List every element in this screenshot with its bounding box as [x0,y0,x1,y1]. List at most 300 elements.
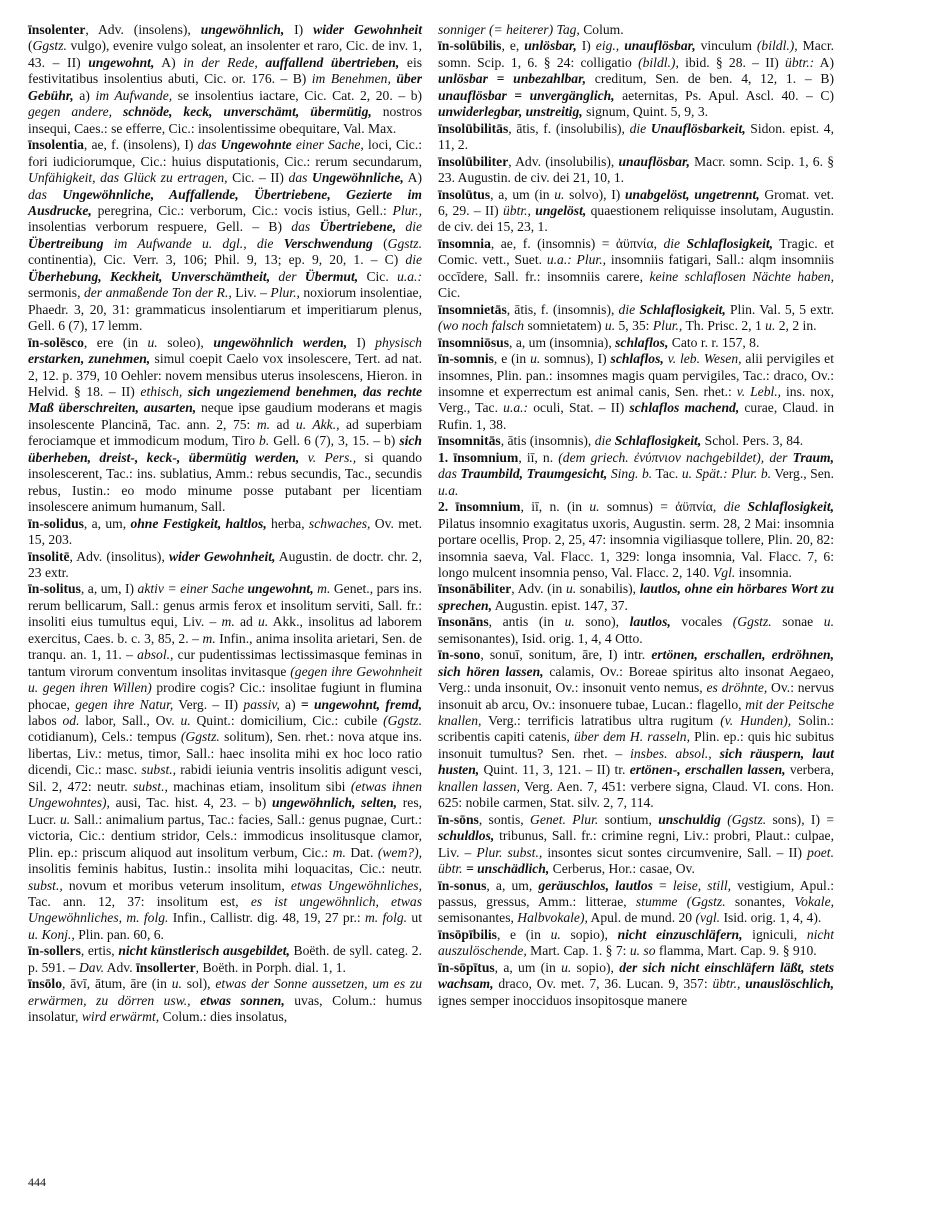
entry-text: (v. Hunden), [720,713,792,729]
translation: schlaflos, [610,351,664,367]
entry-text: , ātis, f. (insolubilis), [508,120,630,136]
translation: Traumbild, Traumgesicht, [460,466,608,482]
headword: īn-sonus [438,877,487,893]
entry-text: Genet. Plur. [530,811,599,827]
entry-text: (bildl.), [756,38,798,54]
entry-text: , ere (in [83,334,148,350]
dictionary-entry [438,927,834,960]
entry-text: a) [279,696,301,712]
entry-text: u. [823,614,834,630]
entry-text: (wem?), [377,844,422,860]
entry-text: insolentias verborum respuere, Gell. – B) [28,219,292,235]
entry-text: die [663,235,681,251]
entry-text: stumme (Ggstz. [635,894,726,910]
entry-text: se insolentius iactare, Cic. Cat. 2, 20. – b) [172,87,423,103]
translation: Traum, [792,449,835,465]
entry-text: noxiorum insolentiae, Phaedr. 3, 20, 31: grammaticus insolentiarum et imperitiarum plenus, Gell. 6 (7), 17 lemm. [28,285,422,334]
entry-text: (Ggstz. [727,811,767,827]
entry-text: Sall.: animalium partus, Tac.: facies, Sall.: genus pugnae, Curt.: victoria, Cic.: dentium stridor, Cels.: immodicus insolitusque clamor, Plin. ep.: priscum aliquod aut insolitum verbum, Cic.: [28,811,422,860]
entry-text: im Benehmen, [311,71,391,87]
entry-text: Th. Prisc. 2, 1 [682,318,766,334]
entry-text: , e (in [493,351,531,367]
headword: īnsomnietās [438,301,507,317]
entry-text: gegen ihre Natur, [75,696,174,712]
entry-text: (bildl.), [638,54,679,70]
entry-text: v. Lebl., [736,383,782,399]
entry-text: , iī, n. (in [520,499,590,515]
entry-text: , ae, f. (insomnis) = ἀϋπνία, [490,235,664,251]
translation: schlaflos machend, [629,400,740,416]
entry-text: ( [372,235,388,251]
dictionary-entry [438,614,834,647]
entry-text: u. Spät.: Plur. b. [681,466,772,482]
entry-text: Verg. Aen. 7, 451: verbere signa, Claud. VI. cons. Hon. 625: nobile carmen, Stat. silv. 2, 7, 114. [438,778,834,811]
entry-text: über dem H. rasseln, [573,729,690,745]
entry-text: Pilatus insomnio exagitatus uxoris, Augustin. serm. 28, 2 Mai: insomnia portare ocellis, Prop. 2, 25, 47: insomnia vigiliasque tollere, Plin. 20, 82: insomnia saeva, Val. Flacc. 1, 329: longa insomnia, Val. Flacc. 7, 6: longo mulcent insomnia penso, Val. Flacc. 2, 140. [438,515,834,580]
dictionary-entry [438,38,834,120]
entry-text: mit der Peitsche knallen, [438,696,834,729]
translation: Übertriebene, [319,219,397,235]
dictionary-entry [28,516,422,549]
entry-text: es dröhnte, [706,680,768,696]
entry-text: m. folg. [364,910,408,926]
entry-text: u. Konj., [28,926,75,942]
translation: unauflösbar, [618,153,690,169]
entry-text: somnietatem) [524,318,605,334]
entry-text: novum et moribus veterum insolitum, [62,877,291,893]
entry-text: 5, 35: [615,318,653,334]
entry-text: Vokale, [794,894,835,910]
entry-text: u. [180,713,191,729]
entry-text: knallen lassen, [438,778,520,794]
entry-text: ut [407,910,422,926]
entry-text: vestigium, Apul.: passus, gressus, Amm.: litterae, [438,877,834,910]
translation: sich räuspern, laut husten, [438,745,835,778]
entry-text [104,236,114,251]
translation: schuldlos, [438,828,495,844]
entry-text: I) [576,38,596,54]
page-number: 444 [28,1175,46,1189]
dictionary-entry [438,960,834,1009]
entry-text: v. Pers., [307,449,357,465]
entry-text: Tac. ann. 12, 37: insolitum est, [28,894,251,910]
headword: 2. īnsomnium [438,499,521,515]
headword: īnsollerter [136,959,196,975]
entry-text: ibid. § 28. – II) [678,54,786,70]
entry-text: u. Akk., [295,416,340,432]
translation: Übertreibung [28,235,104,251]
entry-text: Cic. [358,268,398,284]
translation: auffallend übertrieben, [265,54,400,70]
translation: Schlaflosigkeit, [747,499,834,515]
entry-text: Verg.: terrificis latratibus ultra rugitum [481,713,721,729]
entry-text: u.a.: [503,400,529,416]
entry-text: peregrina, Cic.: verborum, Cic.: vocis istius, Gell.: [91,202,393,218]
entry-text: ethisch, [140,383,183,399]
entry-text: m. [332,844,346,860]
translation: Ungewohnte [220,137,292,153]
entry-text: Plur. subst., [476,844,543,860]
entry-text [299,450,307,465]
entry-text: ( [28,38,33,54]
entry-text: , a, um (in [494,959,562,975]
entry-text: leise, still, [672,877,732,893]
translation: lautlos, ohne ein hörbares Wort zu sprechen, [438,581,835,613]
entry-text: insolitis feminis habitus, Iustin.: insolita mihi loquacitas, Cic.: neutr. [28,861,422,877]
translation: unwiderlegbar, unstreitig, [438,104,583,120]
entry-text: quaestionem reliquisse insolutam, Augustin. de civ. dei 15, 23, 1. [438,202,834,235]
entry-text: Genet., pars ins. rerum bellicarum, Sall.: genus armis ferox et insolitum serviti, Sall. fr.: insoliti eius tumultus equi, Liv. – [28,581,422,630]
entry-text: Cic. [438,285,461,301]
entry-text: signum, Quint. 5, 9, 3. [582,104,709,120]
entry-text: ad superbiam ferociamque et immodicum modum, Tiro [28,416,422,449]
entry-text: (Ggstz. [732,614,772,630]
entry-text: , sonuī, sonitum, āre, I) intr. [480,647,652,663]
entry-text: , ātis (insomnis), [500,433,595,449]
headword: īn-solitus [28,581,81,597]
entry-text: res, Lucr. [28,795,423,827]
entry-text [712,746,720,761]
headword: īnsomnitās [438,433,501,449]
entry-text: subst., [141,762,177,778]
entry-text: Liv. – [231,285,271,301]
entry-text: im Aufwande u. dgl., die [113,235,274,251]
entry-text: einer Sache, [295,137,364,153]
entry-text: Plur., [392,202,422,218]
entry-text: flamma, Mart. Cap. 9. § 910. [655,943,817,959]
entry-text: tribunus, Sall. fr.: crimine regni, Liv.: probri, Plaut.: culpae, Liv. – [438,828,834,860]
entry-text: sontium, [598,811,659,827]
entry-text: , a, um, I) [80,581,138,597]
entry-text: die [594,433,612,449]
entry-text: etwas der Sonne aussetzen, um es zu erwärmen, zu dörren usw., [28,976,422,1008]
dictionary-entry [438,187,834,236]
translation: nicht einzuschläfern, [617,926,743,942]
entry-text: sons), I) = [766,811,834,827]
entry-text [112,104,123,119]
entry-text: u. [765,318,776,334]
entry-text: loci, Cic.: fori iudiciorumque, Cic.: huius disputationis, Cic.: rerum secundarum, [28,137,422,169]
translation: wider Gewohnheit [313,22,422,37]
entry-text: (dem griech. ἐνύπνιον nachgebildet), der [558,449,788,465]
headword: īnsomniōsus [438,334,510,350]
entry-text: Solin.: scribentis capiti catenis, [438,713,835,745]
headword: īnsonāns [438,614,489,630]
headword: īnsolūbiliter [438,153,509,169]
translation: ungewohnt, [247,581,314,597]
entry-text: das [28,186,47,202]
entry-text: subst., [133,778,168,794]
entry-text: semisonantes, [438,910,518,926]
entry-text: Verg. – II) [173,696,244,712]
entry-text: Macr. somn. Scip. 1, 6. § 24: colligatio [438,38,834,70]
entry-text: ignes semper inocciduos insopitosque manere [438,992,688,1008]
entry-text: Dav. [78,959,105,975]
entry-text: somnus) = ἀϋπνία, [599,499,724,515]
entry-text: gegen andere, [28,104,113,120]
entry-text: , ertis, [80,943,119,959]
headword: īn-sollers [28,943,81,959]
dictionary-entry [438,499,834,581]
entry-text: Cato r. r. 157, 8. [668,334,760,350]
entry-text: u.a.: Plur., [546,252,607,268]
entry-text: sonantes, [725,894,795,910]
headword: īnsolūtus [438,186,491,202]
entry-text: sono), [574,614,630,630]
entry-text: u.a.: [397,268,422,284]
translation: Schlaflosigkeit, [639,301,726,317]
entry-text: absol., [137,647,174,663]
entry-text: Tragic. et Comic. vett., Suet. [438,235,834,268]
entry-text: , ae, f. (insolens), I) [83,137,198,153]
entry-text: eig., [595,38,620,54]
entry-text: Halbvokale), [517,910,588,926]
left-column [28,22,422,1026]
entry-text: curae, Claud. in Rufin. 1, 38. [438,400,835,432]
entry-text: Sing. b. [610,466,653,482]
dictionary-entry [438,154,834,187]
entry-text: Plur., [652,318,683,334]
dictionary-entry [438,433,834,449]
headword: īnsolentia [28,137,84,153]
entry-text: b. [259,433,270,449]
entry-text: ins. nox, Verg., Tac. [438,383,834,416]
entry-text: semisonantes), Isid. orig. 1, 4, 4 Otto. [438,630,643,646]
dictionary-entry [28,335,422,516]
entry-text: vulgo), evenire vulgo soleat, an insolenter et raro, Cic. de inv. 1, 43. – II) [28,38,422,70]
entry-text: od. [62,713,80,729]
entry-text: die [618,301,636,317]
entry-text: u. [589,499,600,515]
entry-text: poet. übtr. [438,844,834,877]
entry-text: simul coepit Caelo vox insolescere, Tert. ad nat. 2, 12. p. 379, 10 Oehler: novem mensibus uterus insolescens, Hieron. in Helvid. § 18. – II) [28,351,422,399]
entry-text: u. [554,186,565,202]
translation: Schlaflosigkeit, [614,433,702,449]
entry-text: Augustin. epist. 147, 37. [492,597,628,613]
dictionary-entry [438,878,834,927]
entry-text: nicht auszulöschende, [438,926,835,959]
entry-text: ausi, Tac. hist. 4, 23. – b) [109,795,272,811]
entry-text: insontes sicut sontes circumvenire, Sall. – II) [542,844,808,860]
entry-text: A) [814,54,834,70]
entry-text: solvo), I) [564,186,625,202]
entry-text: Ggstz. [387,235,422,251]
entry-text: v. leb. Wesen, [667,351,742,367]
entry-text: alii pervigiles et insomnes, Plin. pan.: insomnes magis quam pervigiles, Tac.: draco, Ov.: insomne et experrectum est animal canis, Sen. rhet.: [438,351,834,399]
dictionary-entry [438,812,834,878]
entry-text: oculi, Stat. – II) [528,400,630,416]
entry-text: Cic. – II) [227,170,289,186]
entry-text: sopio), [560,926,618,942]
entry-text: Isid. orig. 1, 4, 4). [720,910,822,926]
dictionary-entry [28,581,422,943]
translation: Ungewöhnliche, [312,170,404,186]
dictionary-entry [438,22,834,38]
entry-text: das [438,466,457,482]
entry-text: u. [171,976,182,992]
entry-text: verbera, [785,762,834,778]
entry-text: u. [60,811,71,827]
dictionary-entry [438,335,834,351]
entry-text: A) [403,170,422,186]
translation: Ungewöhnliche, Auffallende, Übertriebene, Gezierte im Ausdrucke, [28,186,422,218]
translation: geräuschlos, lautlos [538,877,653,893]
entry-text: (Ggstz. [383,713,422,729]
entry-text: die [723,499,741,515]
entry-text: u. [550,926,561,942]
entry-text: = [652,877,673,893]
entry-text: I) [347,334,376,350]
entry-text: Ov. met. 15, 203. [28,515,422,548]
entry-text: Schol. Pers. 3, 84. [701,433,804,449]
translation: ungewohnt, [88,54,155,70]
entry-text: insomniis fatigari, Sall.: alqm insomniis occīdere, Sall. fr.: insomniis carere, [438,252,834,284]
headword: īn-solidus [28,515,84,531]
entry-text: , antis (in [488,614,565,630]
entry-text: passiv, [243,696,280,712]
entry-text: ad [270,416,296,432]
entry-text: calamis, Ov.: Boreae spiritus alto insonat Aegaeo, Verg.: unda insonuit, Ov.: insonuit vento nemus, [438,663,834,696]
entry-text: das [291,219,311,235]
entry-text: das [197,137,217,153]
dictionary-entry [438,581,834,614]
entry-text: Mart. Cap. 1. § 7: [526,943,630,959]
entry-text: u. [258,614,269,630]
translation: schlaflos, [615,334,669,350]
entry-text: , āvī, ātum, āre (in [62,976,172,992]
entry-text: vocales [670,614,733,630]
entry-text: labor, Sall., Ov. [79,713,181,729]
entry-text: u. [147,334,158,350]
entry-text: die [405,252,422,268]
entry-text: Boëth. de syll. categ. 2. p. 591. – [28,943,423,975]
translation: erstarken, zunehmen, [28,351,151,367]
translation: lautlos, [629,614,671,630]
entry-text: Plin. pan. 60, 6. [74,926,164,942]
entry-text [297,269,305,284]
entry-text: aktiv = einer Sache [137,581,244,597]
translation: sich ungeziemend benehmen, das rechte Maß überschreiten, ausarten, [28,383,422,416]
entry-text: Macr. somn. Scip. 1, 6. § 23. Augustin. de civ. dei 21, 10, 1. [438,153,834,186]
dictionary-entry [438,351,834,433]
entry-text: wird erwärmt, [81,1009,160,1025]
entry-text: im Aufwande, [95,87,173,103]
entry-text: machinas etiam, insolitum sibi [167,778,351,794]
entry-text: Plur., [270,285,300,301]
entry-text: Colum. [579,22,624,37]
translation: ertönen, erschallen, erdröhnen, sich hören lassen, [438,647,834,679]
entry-text: , Adv. (insolens), [85,22,201,37]
translation: sich überheben, dreist-, keck-, übermütig werden, [28,433,422,465]
translation: nicht künstlerisch ausgebildet, [118,943,290,959]
entry-text: , Adv. (insolitus), [69,548,169,564]
entry-text: physisch [375,334,422,350]
entry-text: Infin., Callistr. dig. 48, 19, 27 pr.: [168,910,365,926]
translation: unauflösbar = unvergänglich, [438,87,615,103]
entry-text: etwas Ungewöhnliches, [290,877,422,893]
entry-text: (Ggstz. [180,729,220,745]
entry-text: continentia), Cic. Verr. 3, 106; Phil. 9, 13; ep. 9, 20, 1. – C) [28,252,406,268]
entry-text: nostros insequi, Caes.: se efferre, Cic.: insolentissime obequitare, Val. Max. [28,104,422,136]
translation: Schlaflosigkeit, [686,235,774,251]
entry-text [273,236,283,251]
headword: īn-solūbilis [438,38,502,54]
translation: ertönen-, erschallen lassen, [629,762,786,778]
entry-text: 2, 2 in. [775,318,817,334]
entry-text: sol), [181,976,216,992]
entry-text: creditum, Sen. de ben. 4, 12, 1. – B) [586,71,834,87]
entry-text: , a, um, [486,877,539,893]
entry-text: labos [28,713,63,729]
entry-text: u. so [629,943,656,959]
translation: = unschädlich, [465,861,550,877]
translation: Übermut, [304,268,359,284]
entry-text: Adv. [104,959,137,975]
entry-text: u. [565,581,577,597]
entry-text: Sidon. epist. 4, 11, 2. [438,120,834,153]
entry-text: somnus), I) [540,351,611,367]
entry-text: Quint. 11, 3, 121. – II) tr. [479,762,630,778]
entry-text: a) [73,87,96,103]
dictionary-entry [28,22,422,137]
dictionary-entry [438,236,834,302]
dictionary-entry [28,976,422,1025]
entry-text: übtr., [712,976,741,992]
headword: īn-sōpītus [438,959,495,975]
dictionary-entry [438,121,834,154]
entry-text: Dat. [345,844,378,860]
entry-text: m. [221,614,235,630]
entry-text: (etwas ihnen Ungewohntes), [28,778,422,811]
headword: īnsōlo [28,976,62,992]
entry-text: vinculum [695,38,757,54]
entry-text: der anmaßende Ton der R., [83,285,232,301]
entry-text: insbes. absol., [630,745,712,761]
entry-text: (wo noch falsch [438,318,525,334]
entry-text: cotidianum), Cels.: tempus [28,729,181,745]
entry-text: soleo), [157,334,214,350]
entry-text: Gromat. vet. 6, 29. – II) [438,186,834,218]
headword: īnsonābiliter [438,581,512,597]
entry-text: neque ipse gaudium moderans et magis insolescente Plancinā, Tac. ann. 2, 75: [28,400,422,432]
entry-text: subst., [28,877,63,893]
translation: der sich nicht einschläfern läßt, stets wachsam, [438,959,834,992]
entry-text: , Adv. (in [511,581,566,597]
entry-text: Ov.: nervus insonuit ab arcu, Ov.: insonuere tubae, Lucan.: flagello, [438,680,834,712]
headword: īnsomnia [438,235,491,251]
translation: unauslöschlich, [745,976,835,992]
entry-text: m. [317,581,331,597]
entry-text: eis festivitatibus insolentius abuti, Cic. or. 176. – B) [28,54,423,87]
translation: unschuldig [658,811,721,827]
dictionary-entry [28,137,422,334]
entry-text: si quando insolescerent, Tac.: ins. sublatius, Amm.: rebus secundis, Tac., secundis rebus, Iustin.: eo modo minume posse putabant per licentiam insolescere animum humanum, Sall. [28,449,422,515]
headword: īn-sōns [438,811,479,827]
translation: unlösbar = unbezahlbar, [438,71,587,87]
entry-text: Infin., anima insolita arietari, Sen. de tranqu. an. 1, 11. – [28,630,423,663]
entry-text: uvas, Colum.: humus insolatur, [28,992,423,1025]
entry-text [191,993,201,1008]
dictionary-entry [28,549,422,582]
entry-text: prodire cogis? Cic.: insolitae fugiunt in flumina phocae, [28,680,422,712]
entry-text: ad [234,614,259,630]
entry-text: Vgl. [713,564,736,580]
entry-text: Tac. [652,466,682,482]
entry-text: Gell. 6 (7), 3, 15. – b) [269,433,400,449]
translation: = ungewohnt, fremd, [300,696,422,712]
translation: Verschwendung [283,235,373,251]
right-column [438,22,834,1009]
